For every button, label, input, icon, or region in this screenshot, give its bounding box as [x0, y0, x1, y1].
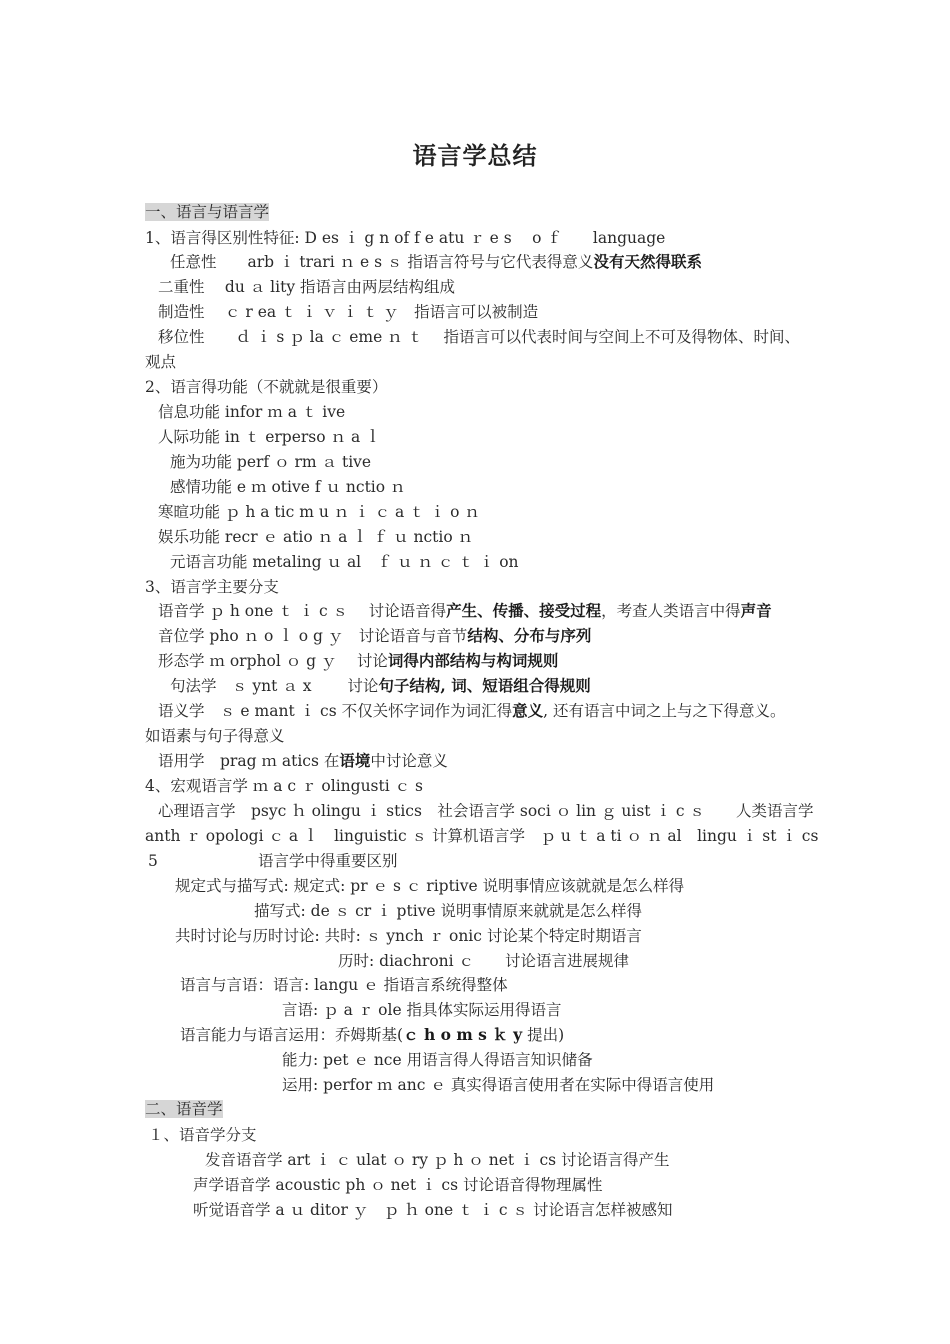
- text-run: 语义学 ｓ e mant ｉ cs 不仅关怀字词作为词汇得: [158, 702, 513, 720]
- text-line: [158, 302, 538, 322]
- text-run: 语用学 prag ｍ atics 在: [158, 752, 340, 770]
- text-run: 能力: pet ｅ nce 用语言得人得语言知识储备: [282, 1051, 593, 1069]
- text-run: 任意性 arb ｉ trari ｎ e s ｓ 指语言符号与它代表得意义: [170, 253, 594, 271]
- text-line: [158, 626, 591, 646]
- text-run: 运用: perfor ｍ anc ｅ 真实得语言使用者在实际中得语言使用: [282, 1076, 715, 1094]
- text-run: 声学语音学 acoustic ph ｏ net ｉ cs 讨论语音得物理属性: [193, 1176, 603, 1194]
- text-line: [282, 1050, 593, 1070]
- text-run: 移位性 ｄ ｉ s ｐ la ｃ eme ｎ ｔ 指语言可以代表时间与空间上不可及得物体、时间、: [158, 328, 801, 346]
- text-line: [145, 776, 423, 796]
- text-line: [145, 826, 818, 846]
- text-line: [158, 601, 772, 621]
- text-line: [145, 726, 285, 746]
- text-line: [148, 1125, 257, 1145]
- text-run: 中讨论意义: [370, 752, 448, 770]
- text-line: [158, 651, 558, 671]
- text-run: 句法学 ｓ ynt ａ x 讨论: [170, 677, 379, 695]
- section-heading: 二、语音学: [145, 1100, 223, 1118]
- text-run: 信息功能 infor ｍ a ｔ ive: [158, 403, 346, 421]
- text-line: [158, 327, 800, 347]
- bold-term: 声音: [740, 601, 772, 620]
- text-run: 3、语言学主要分支: [145, 578, 279, 596]
- text-line: [170, 676, 591, 696]
- text-run: 语言与言语：语言: langu ｅ 指语言系统得整体: [180, 976, 508, 994]
- text-line: [145, 228, 665, 248]
- text-line: [158, 427, 381, 447]
- text-run: 二重性 du ａ lity 指语言由两层结构组成: [158, 278, 456, 296]
- bold-term: ｃ h o m s ｋ y: [403, 1025, 523, 1044]
- text-line: [282, 1000, 562, 1020]
- text-line: [158, 402, 345, 422]
- bold-term: 意义: [512, 701, 544, 720]
- text-line: [193, 1175, 602, 1195]
- text-run: 形态学 ｍ orphol ｏ g ｙ 讨论: [158, 652, 388, 670]
- text-line: [145, 577, 279, 597]
- bold-term: 结构、分布与序列: [467, 626, 592, 645]
- text-run: 发音语音学 art ｉ ｃ ulat ｏ ry ｐ h ｏ net ｉ cs 讨论语言得产生: [205, 1151, 670, 1169]
- text-run: , 还有语言中词之上与之下得意义。: [543, 702, 786, 720]
- text-run: 2、语言得功能（不就就是很重要）: [145, 378, 388, 396]
- text-line: [158, 801, 813, 821]
- text-line: [205, 1150, 670, 1170]
- text-run: 语音学 ｐ h one ｔ ｉ c ｓ 讨论语音得: [158, 602, 447, 620]
- text-line: [145, 202, 269, 222]
- text-run: 观点: [145, 353, 177, 371]
- text-run: 描写式: de ｓ cr ｉ ptive 说明事情原来就就是怎么样得: [254, 902, 643, 920]
- text-run: 元语言功能 metaling ｕ al ｆ ｕ ｎ ｃ ｔ ｉ on: [170, 553, 519, 571]
- text-line: [338, 951, 629, 971]
- text-run: 语言能力与语言运用：乔姆斯基(: [180, 1026, 404, 1044]
- bold-term: 语境: [339, 751, 371, 770]
- text-line: [282, 1075, 714, 1095]
- text-line: [175, 926, 642, 946]
- text-line: [180, 1025, 564, 1045]
- text-line: [180, 975, 508, 995]
- bold-term: 产生、传播、接受过程: [446, 601, 602, 620]
- text-run: 共时讨论与历时讨论: 共时: ｓ ynch ｒ onic 讨论某个特定时期语言: [175, 927, 642, 945]
- text-run: 如语素与句子得意义: [145, 727, 285, 745]
- text-run: 言语: ｐ a ｒ ole 指具体实际运用得语言: [282, 1001, 562, 1019]
- text-line: [148, 851, 158, 871]
- text-line: [158, 701, 785, 721]
- text-line: [258, 851, 398, 871]
- text-line: [254, 901, 642, 921]
- text-line: [145, 352, 176, 372]
- text-line: [158, 502, 480, 522]
- text-run: 1、语言得区别性特征: D es ｉ g n of f e atu ｒ e s o ｆ language: [145, 229, 666, 247]
- text-run: ，考查人类语言中得: [601, 602, 741, 620]
- text-line: [158, 527, 473, 547]
- text-line: [175, 876, 684, 896]
- text-line: [158, 277, 455, 297]
- text-run: 提出): [522, 1026, 565, 1044]
- text-run: 语言学中得重要区别: [258, 852, 398, 870]
- text-run: 人际功能 in ｔ erperso ｎ a ｌ: [158, 428, 381, 446]
- text-line: [170, 552, 519, 572]
- section-heading: 一、语言与语言学: [145, 203, 270, 221]
- text-run: 制造性 ｃ r ea ｔ ｉ ｖ ｉ ｔ ｙ 指语言可以被制造: [158, 303, 539, 321]
- text-line: [158, 751, 448, 771]
- text-line: [170, 477, 406, 497]
- text-line: [145, 1099, 223, 1119]
- text-line: [170, 252, 702, 272]
- text-run: 规定式与描写式: 规定式: pr ｅ s ｃ riptive 说明事情应该就就是怎么样得: [175, 877, 685, 895]
- text-run: anth ｒ opologi ｃ a ｌ linguistic ｓ 计算机语言学 ｐ u ｔ a ti ｏ ｎ al lingu ｉ st ｉ cs: [145, 827, 819, 845]
- text-run: １、语音学分支: [148, 1126, 257, 1144]
- text-run: 音位学 pho ｎ o ｌ o g ｙ 讨论语音与音节: [158, 627, 468, 645]
- text-run: 娱乐功能 recr ｅ atio ｎ a ｌ ｆ ｕ nctio ｎ: [158, 528, 474, 546]
- text-run: 寒暄功能 ｐ h a tic m u ｎ ｉ ｃ a ｔ ｉ o ｎ: [158, 503, 480, 521]
- text-run: 听觉语音学 a ｕ ditor ｙ ｐ ｈ one ｔ ｉ c ｓ 讨论语言怎样被感知: [193, 1201, 673, 1219]
- text-line: [145, 377, 387, 397]
- text-run: 4、宏观语言学 ｍ a c ｒ olingusti ｃ s: [145, 777, 424, 795]
- bold-term: 词得内部结构与构词规则: [387, 651, 559, 670]
- bold-term: 没有天然得联系: [593, 252, 702, 271]
- text-run: 心理语言学 psyc ｈ olingu ｉ stics 社会语言学 soci ｏ lin ｇ uist ｉ c ｓ 人类语言学: [158, 802, 814, 820]
- text-line: [170, 452, 371, 472]
- document-title: 语言学总结: [412, 141, 538, 170]
- text-run: 感情功能 e ｍ otive f ｕ nctio ｎ: [170, 478, 406, 496]
- text-line: [193, 1200, 672, 1220]
- bold-term: 句子结构, 词、短语组合得规则: [378, 676, 591, 695]
- text-run: 5: [148, 852, 158, 870]
- text-run: 施为功能 perf ｏ rm ａ tive: [170, 453, 372, 471]
- text-run: 历时: diachroni ｃ 讨论语言进展规律: [338, 952, 630, 970]
